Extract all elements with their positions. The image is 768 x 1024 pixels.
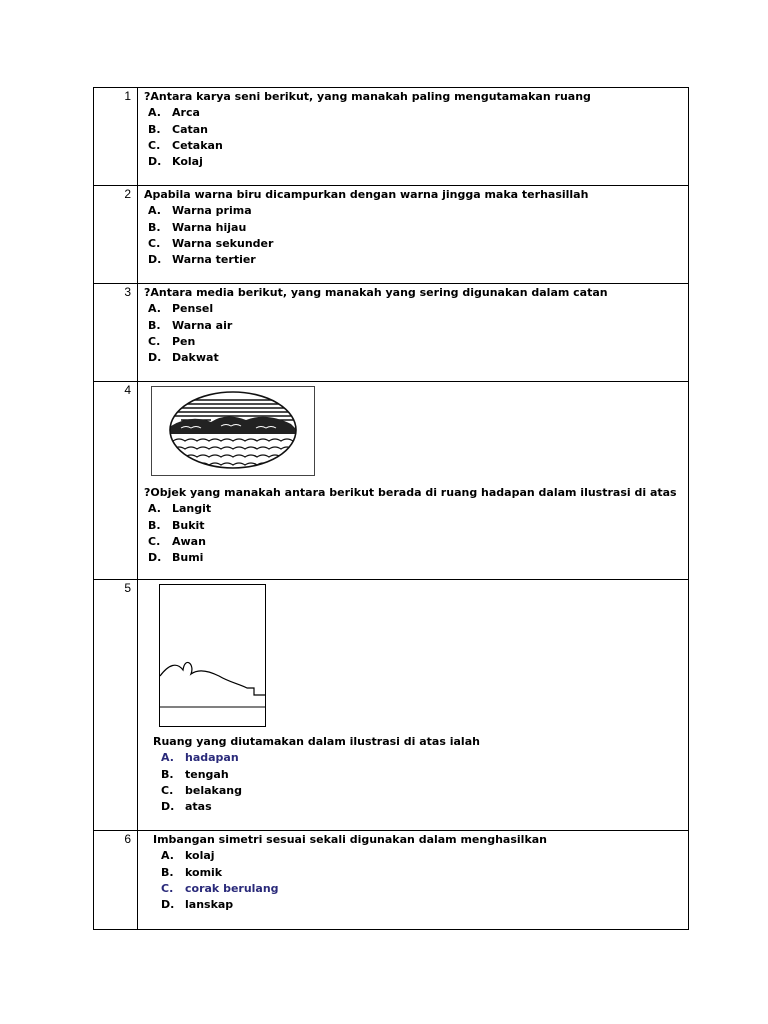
option-d[interactable]: D. atas <box>161 800 212 814</box>
option-a[interactable]: A. Pensel <box>148 302 214 316</box>
option-b[interactable]: B. Catan <box>148 122 209 136</box>
options-list <box>148 105 688 170</box>
option-a[interactable]: A. Arca <box>148 106 200 120</box>
question-row <box>94 580 689 831</box>
option-c[interactable]: C. Awan <box>148 534 206 548</box>
question-row <box>94 284 689 382</box>
option-c[interactable]: C. corak berulang <box>161 881 279 895</box>
question-row <box>94 382 689 580</box>
option-b[interactable]: B. Bukit <box>148 518 205 532</box>
options-list <box>161 750 688 815</box>
option-a[interactable]: A. Langit <box>148 502 212 516</box>
question-cell <box>138 88 689 186</box>
option-b[interactable]: B. Warna hijau <box>148 220 247 234</box>
options-list <box>148 501 688 566</box>
options-list <box>148 203 688 268</box>
option-d[interactable]: D. Warna tertier <box>148 253 256 267</box>
option-b[interactable]: B. tengah <box>161 767 229 781</box>
question-number: 3 <box>94 284 138 382</box>
question-cell <box>138 831 689 930</box>
question-text: ?Objek yang manakah antara berikut berada di ruang hadapan dalam ilustrasi di atas <box>144 486 677 499</box>
question-cell <box>138 580 689 831</box>
option-c[interactable]: C. belakang <box>161 783 242 797</box>
question-number: 2 <box>94 186 138 284</box>
option-b[interactable]: B. komik <box>161 865 223 879</box>
option-d[interactable]: D. Dakwat <box>148 351 219 365</box>
option-c[interactable]: C. Cetakan <box>148 138 223 152</box>
question-row <box>94 831 689 930</box>
question-cell <box>138 382 689 580</box>
options-list <box>148 301 688 366</box>
question-cell <box>138 284 689 382</box>
option-d[interactable]: D. Kolaj <box>148 155 203 169</box>
option-a[interactable]: A. hadapan <box>161 751 239 765</box>
question-text: ?Antara karya seni berikut, yang manakah paling mengutamakan ruang <box>144 90 591 103</box>
question-row <box>94 186 689 284</box>
options-list <box>161 848 688 913</box>
option-d[interactable]: D. Bumi <box>148 551 204 565</box>
question-number: 4 <box>94 382 138 580</box>
question-text: ?Antara media berikut, yang manakah yang sering digunakan dalam catan <box>144 286 608 299</box>
option-c[interactable]: C. Pen <box>148 334 196 348</box>
question-table <box>93 87 689 930</box>
question-text: Apabila warna biru dicampurkan dengan warna jingga maka terhasillah <box>144 188 589 201</box>
question-text: Imbangan simetri sesuai sekali digunakan dalam menghasilkan <box>153 833 548 846</box>
option-a[interactable]: A. kolaj <box>161 849 215 863</box>
question-number: 1 <box>94 88 138 186</box>
question-text: Ruang yang diutamakan dalam ilustrasi di atas ialah <box>153 735 480 748</box>
option-a[interactable]: A. Warna prima <box>148 204 252 218</box>
option-c[interactable]: C. Warna sekunder <box>148 236 274 250</box>
question-number: 5 <box>94 580 138 831</box>
question-row <box>94 88 689 186</box>
option-d[interactable]: D. lanskap <box>161 898 234 912</box>
question-number: 6 <box>94 831 138 930</box>
option-b[interactable]: B. Warna air <box>148 318 233 332</box>
question-cell <box>138 186 689 284</box>
